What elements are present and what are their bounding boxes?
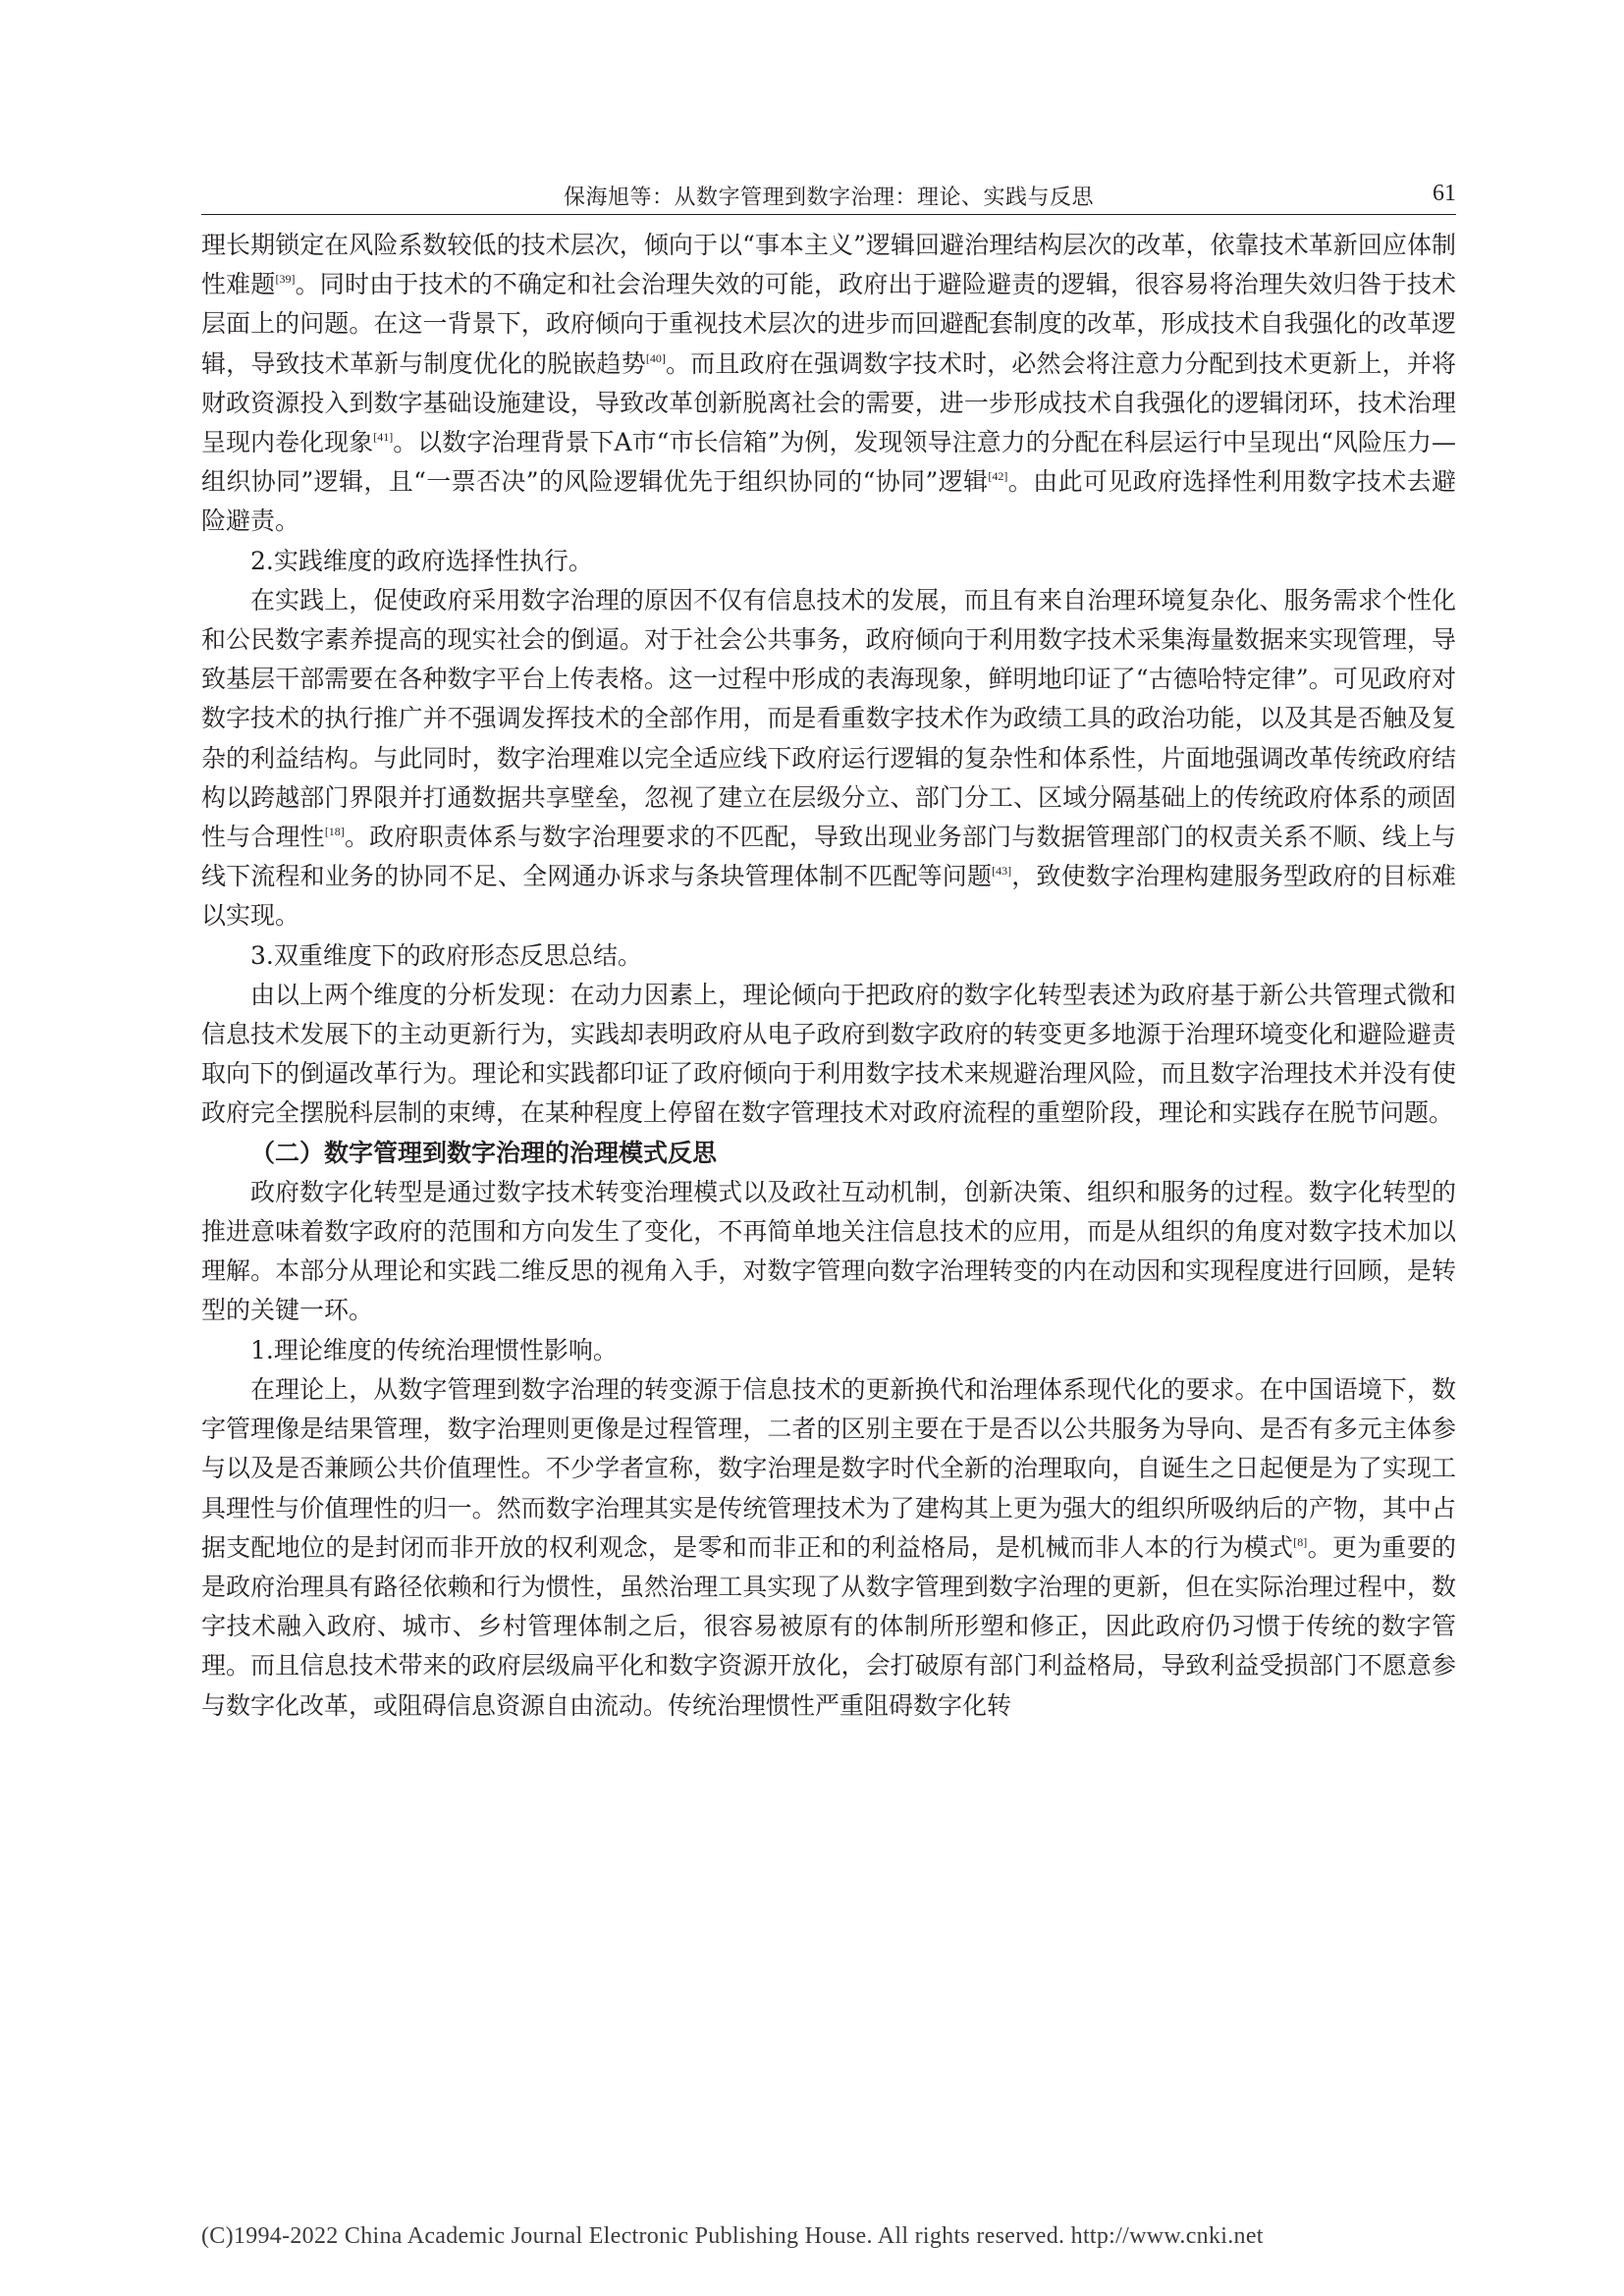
subheading-3: 3.双重维度下的政府形态反思总结。 xyxy=(250,940,642,970)
subheading-1: 1.理论维度的传统治理惯性影响。 xyxy=(250,1335,618,1364)
citation-8[interactable]: [8] xyxy=(1293,1534,1308,1549)
citation-42[interactable]: [42] xyxy=(988,469,1008,484)
text-run: 。政府职责体系与数字治理要求的不匹配，导致出现业务部门与数据管理部门的权责关系不顺、线上与线下流程和业务的协同不足、全网通办诉求与条块管理体制不匹配等问题 xyxy=(201,823,1456,891)
header-rule xyxy=(201,214,1456,215)
paragraph-6: 政府数字化转型是通过数字技术转变治理模式以及政社互动机制，创新决策、组织和服务的过程。数字化转型的推进意味着数字政府的范围和方向发生了变化，不再简单地关注信息技术的应用，而是从组织的角度对数字技术加以理解。本部分从理论和实践二维反思的视角入手，对数字管理向数字治理转变的内在动因和实现程度进行回顾，是转型的关键一环。 xyxy=(201,1177,1456,1325)
text-run: ，致使数字治理构建服务型政府的目标难以实现。 xyxy=(201,862,1456,931)
paragraph-1 xyxy=(201,226,1456,542)
subheading-2: 2.实践维度的政府选择性执行。 xyxy=(250,546,593,575)
text-run: 在实践上，促使政府采用数字治理的原因不仅有信息技术的发展，而且有来自治理环境复杂化、服务需求个性化和公民数字素养提高的现实社会的倒逼。对于社会公共事务，政府倾向于利用数字技术采集海量数据来实现管理，导致基层干部需要在各种数字平台上传表格。这一过程中形成的表海现象，鲜明地印证了“古德哈特定律”。可见政府对数字技术的执行推广并不强调发挥技术的全部作用，而是看重数字技术作为政绩工具的政治功能，以及其是否触及复杂的利益结构。与此同时，数字治理难以完全适应线下政府运行逻辑的复杂性和体系性，片面地强调改革传统政府结构以跨越部门界限并打通数据共享壁垒，忽视了建立在层级分立、部门分工、区域分隔基础上的传统政府体系的顽固性与合理性 xyxy=(201,585,1456,852)
running-header xyxy=(201,181,1456,214)
text-run: 。而且政府在强调数字技术时，必然会将注意力分配到技术更新上，并将财政资源投入到数字基础设施建设，导致改革创新脱离社会的需要，进一步形成技术自我强化的逻辑闭环，技术治理呈现内卷化现象 xyxy=(201,348,1456,457)
citation-39[interactable]: [39] xyxy=(275,272,296,287)
citation-41[interactable]: [41] xyxy=(373,430,394,445)
citation-18[interactable]: [18] xyxy=(324,825,345,839)
paragraph-3 xyxy=(201,581,1456,936)
text-run: 在理论上，从数字管理到数字治理的转变源于信息技术的更新换代和治理体系现代化的要求。在中国语境下，数字管理像是结果管理，数字治理则更像是过程管理，二者的区别主要在于是否以公共服务为导向、是否有多元主体参与以及是否兼顾公共价值理性。不少学者宣称，数字治理是数字时代全新的治理取向，自诞生之日起便是为了实现工具理性与价值理性的归一。然而数字治理其实是传统管理技术为了建构其上更为强大的组织所吸纳后的产物，其中占据支配地位的是封闭而非开放的权利观念，是零和而非正和的利益格局，是机械而非人本的行为模式 xyxy=(201,1374,1456,1562)
citation-43[interactable]: [43] xyxy=(992,864,1012,879)
paragraph-5: 由以上两个维度的分析发现：在动力因素上，理论倾向于把政府的数字化转型表述为政府基于新公共管理式微和信息技术发展下的主动更新行为，实践却表明政府从电子政府到数字政府的转变更多地源于治理环境变化和避险避责取向下的倒逼改革行为。理论和实践都印证了政府倾向于利用数字技术来规避治理风险，而且数字治理技术并没有使政府完全摆脱科层制的束缚，在某种程度上停留在数字管理技术对政府流程的重塑阶段，理论和实践存在脱节问题。 xyxy=(201,980,1456,1128)
copyright-footer: (C)1994-2022 China Academic Journal Electronic Publishing House. All rights reserved. http://www.cnki.net xyxy=(201,2223,1264,2249)
text-run: 。以数字治理背景下A市“市长信箱”为例，发现领导注意力的分配在科层运行中呈现出“风险压力—组织协同”逻辑，且“一票否决”的风险逻辑优先于组织协同的“协同”逻辑 xyxy=(201,428,1456,497)
section-heading: （二）数字管理到数字治理的治理模式反思 xyxy=(250,1138,718,1167)
text-run: 。同时由于技术的不确定和社会治理失效的可能，政府出于避险避责的逻辑，很容易将治理失效归咎于技术层面上的问题。在这一背景下，政府倾向于重视技术层次的进步而回避配套制度的改革，形成技术自我强化的改革逻辑，导致技术革新与制度优化的脱嵌趋势 xyxy=(201,270,1456,378)
running-title: 保海旭等：从数字管理到数字治理：理论、实践与反思 xyxy=(563,186,1094,210)
page-number: 61 xyxy=(1433,181,1456,206)
article-body xyxy=(201,226,1456,1726)
paragraph-8 xyxy=(201,1370,1456,1726)
text-run: 理长期锁定在风险系数较低的技术层次，倾向于以“事本主义”逻辑回避治理结构层次的改革，依靠技术革新回应体制性难题 xyxy=(201,231,1456,299)
text-run: 。由此可见政府选择性利用数字技术去避险避责。 xyxy=(201,467,1456,536)
text-run: 。更为重要的是政府治理具有路径依赖和行为惯性，虽然治理工具实现了从数字管理到数字治理的更新，但在实际治理过程中，数字技术融入政府、城市、乡村管理体制之后，很容易被原有的体制所形塑和修正，因此政府仍习惯于传统的数字管理。而且信息技术带来的政府层级扁平化和数字资源开放化，会打破原有部门利益格局，导致利益受损部门不愿意参与数字化改革，或阻碍信息资源自由流动。传统治理惯性严重阻碍数字化转 xyxy=(201,1532,1456,1720)
citation-40[interactable]: [40] xyxy=(645,350,666,365)
